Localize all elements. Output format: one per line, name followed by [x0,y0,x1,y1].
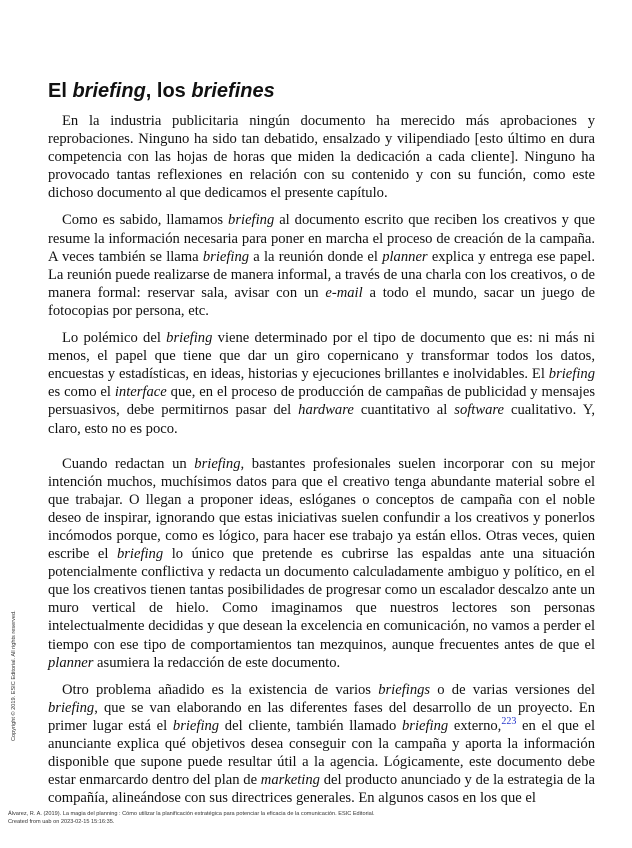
side-copyright: Copyright © 2019. ESIC Editorial. All rights reserved. [11,610,17,741]
italic-term: briefing [401,717,449,734]
text-run: del cliente, también llamado [219,717,402,734]
text-run: En la industria publicitaria ningún documento ha merecido más aprobaciones y reprobaciones. Ninguno ha sido tan debatido, ensalzado y vilipendiado [esto último en dura competencia con las hojas de horas que miden la dedicación a cada cliente]. Ninguno ha provocado tantas reflexiones en relación con su contenido y con su función, como este dichoso documento al que dedicamos el presente capítulo. [48,113,595,202]
paragraph [48,681,595,808]
italic-term: e-mail [325,284,363,301]
body-text [48,112,595,816]
section-heading [48,80,275,103]
italic-term: software [454,402,504,419]
text-run: o de varias versiones del [430,681,595,698]
italic-term: briefing [194,455,241,472]
italic-term: briefing [116,546,164,563]
heading-part-1: El [48,80,73,102]
italic-term: briefing [228,212,275,229]
text-run: cuantitativo al [353,402,455,419]
text-run: a todo el mundo, sacar un juego de fotocopias por persona, etc. [48,284,595,319]
footer-citation: Álvarez, R. A. (2019). La magia del planning : Cómo utilizar la planificación estratégica para potenciar la eficacia de la comunicación. ESIC Editorial. [8,811,375,817]
text-run: , bastantes profesionales suelen incorporar con su mejor intención muchos, muchísimos datos para que el creativo tenga abundante material sobre el que trabajar. O llegan a proponer ideas, eslóganes o conceptos de campaña con el noble deseo de inspirar, ignorando que estas iniciativas suelen confundir a los creativos y ponerlos incómodos porque, como es lógico, para hacer ese trabajo ya están ellos. Otras veces, quien escribe el [48,455,595,563]
italic-term: briefings [378,681,431,698]
italic-term: planner [48,654,94,671]
italic-term: interface [114,384,167,401]
text-run: en el que el anunciante explica qué objetivos desea conseguir con la campaña y aporta la información disponible que supone puede resultar útil a la agencia. Lógicamente, este documento debe estar enmarcardo dentro del plan de [48,717,595,789]
italic-term: hardware [298,402,354,419]
text-run: al documento escrito que reciben los creativos y que resume la información necesaria para poner en marcha el proceso de creación de la campaña. A veces también se llama [48,212,595,265]
text-run: Como es sabido, llamamos [62,212,229,229]
text-run: del producto anunciado y de la estrategia de la compañía, alineándose con sus directrices generales. En algunos casos en los que el [48,772,595,807]
footnote-ref[interactable]: 223 [501,716,517,728]
italic-term: briefing [202,248,250,265]
footer-created: Created from uab on 2023-02-15 15:16:35. [8,819,115,825]
italic-term: briefing [48,699,95,716]
paragraph [48,455,595,672]
italic-term: marketing [260,772,320,789]
text-run: externo, [448,717,502,734]
heading-part-4: briefines [191,80,275,102]
heading-part-2: briefing [72,80,146,102]
paragraph [48,329,595,438]
text-run: asumiera la redacción de este documento. [93,654,341,671]
text-run: es como el [48,384,115,401]
italic-term: planner [382,248,428,265]
text-run: lo único que pretende es cubrirse las espaldas ante una situación potencialmente conflictiva y redacta un documento calculadamente ambiguo y político, en el que los creativos tienen tantas posibilidades de progresar como un escalador descalzo ante un muro vertical de hielo. Como imaginamos que nuestros lectores son personas intelectualmente decididas y que desean la excelencia en comunicación, no vamos a perder el tiempo con ese tipo de comportamientos tan mezquinos, aunque frecuentes antes de que el [48,546,596,653]
paragraph [48,112,595,202]
page-footer [8,810,375,826]
heading-part-3: , los [145,80,192,102]
text-run: Cuando redactan un [62,455,195,472]
text-run: a la reunión donde el [249,248,383,265]
text-run: Otro problema añadido es la existencia de varios [62,681,379,698]
text-run: cualitativo. Y, claro, esto no es poco. [48,402,595,437]
text-run: que, en el proceso de producción de campañas de publicidad y mensajes persuasivos, debe permitirnos pasar del [48,384,596,419]
italic-term: briefing [548,366,595,383]
italic-term: briefing [166,330,213,347]
paragraph [48,211,595,320]
text-run: , que se van elaborando en las diferentes fases del desarrollo de un proyecto. En primer lugar está el [48,699,595,734]
text-run: explica y entrega ese papel. La reunión puede realizarse de manera informal, a través de una charla con los creativos, o de manera formal: reservar sala, avisar con un [48,248,596,301]
text-run: Lo polémico del [62,330,167,347]
text-run: viene determinado por el tipo de documento que es: ni más ni menos, el papel que tiene que dar un giro copernicano y transformar todos los datos, encuestas y estadísticas, en ideas, historias y ejecuciones brillantes e inolvidables. El [48,330,595,383]
italic-term: briefing [172,717,220,734]
